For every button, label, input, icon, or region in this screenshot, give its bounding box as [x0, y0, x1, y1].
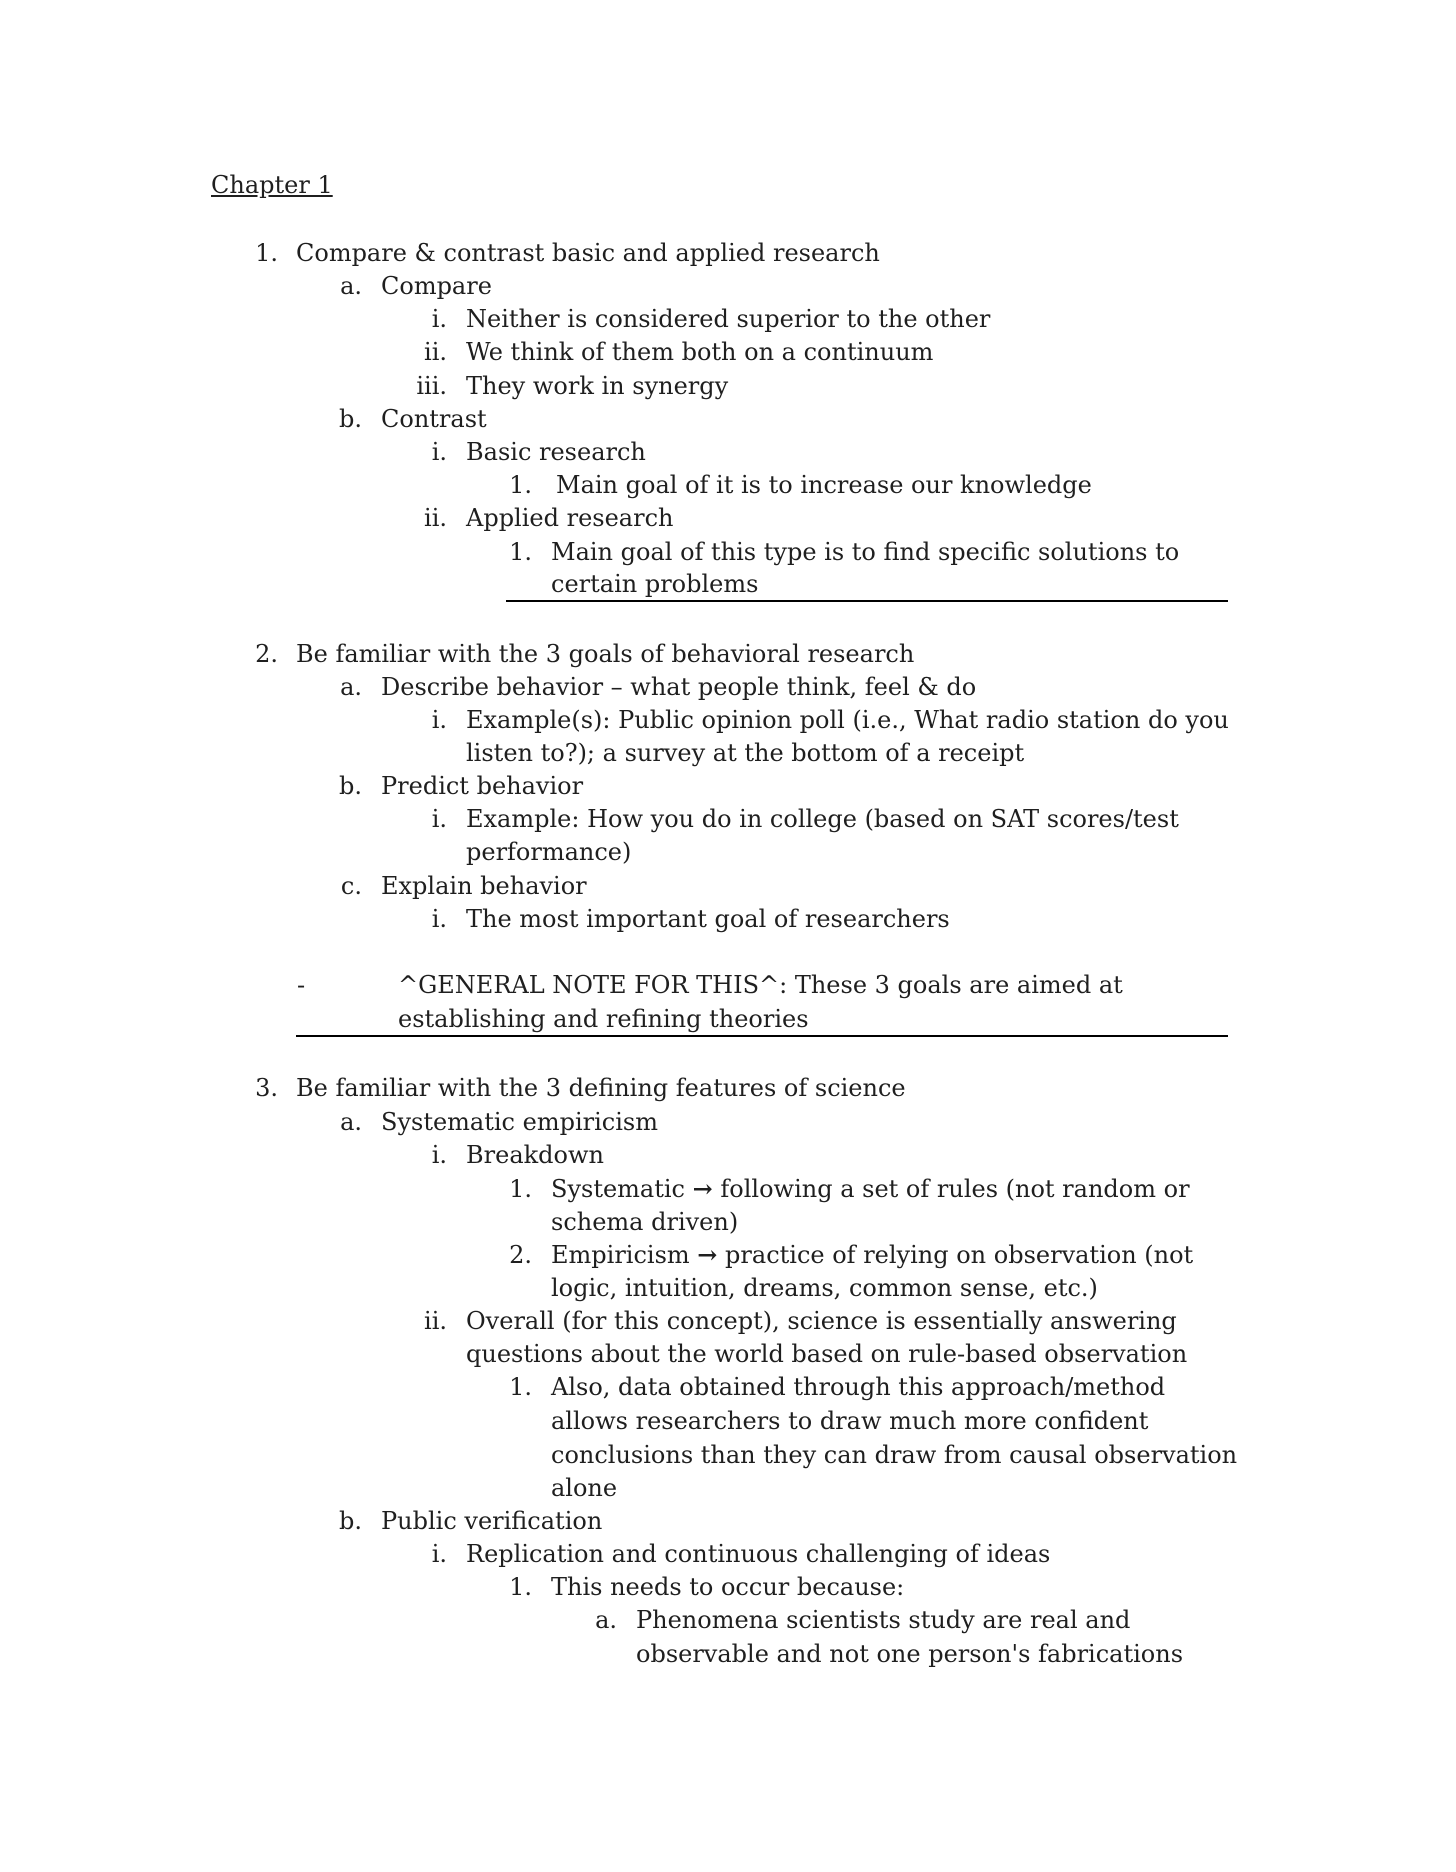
- outline-item: Describe behavior – what people think, feel & do: [381, 673, 977, 701]
- outline-item: They work in synergy: [466, 372, 729, 400]
- term-systematic: Systematic: [551, 1175, 685, 1203]
- outline-item-continuation: schema driven): [551, 1208, 739, 1236]
- item-marker: i.: [431, 1540, 447, 1568]
- outline-item-continuation: certain problems: [551, 570, 759, 598]
- item-marker: 1.: [509, 1373, 532, 1401]
- outline-item: Basic research: [466, 438, 646, 466]
- outline-item: Main goal of it is to increase our knowledge: [556, 471, 1092, 499]
- outline-item-continuation: alone: [551, 1474, 618, 1502]
- item-marker: ii.: [424, 1307, 447, 1335]
- outline-item: This needs to occur because:: [551, 1573, 905, 1601]
- general-note-continuation: establishing and refining theories: [398, 1005, 809, 1033]
- outline-item: Predict behavior: [381, 772, 584, 800]
- outline-item: Contrast: [381, 405, 487, 433]
- outline-item: Applied research: [466, 504, 674, 532]
- item-number: 1.: [255, 239, 278, 267]
- outline-item-continuation: questions about the world based on rule-based observation: [466, 1340, 1188, 1368]
- outline-item: Neither is considered superior to the other: [466, 305, 991, 333]
- item-marker: i.: [431, 905, 447, 933]
- note-dash: -: [297, 971, 306, 999]
- item-marker: 1.: [509, 538, 532, 566]
- section-divider: [296, 1035, 1228, 1037]
- outline-item: Compare: [381, 272, 492, 300]
- outline-item-continuation: conclusions than they can draw from causal observation: [551, 1441, 1238, 1469]
- item-marker: b.: [339, 405, 362, 433]
- item-marker: a.: [595, 1606, 617, 1634]
- outline-item: Systematic empiricism: [381, 1108, 658, 1136]
- item-number: 2.: [255, 640, 278, 668]
- term-empiricism: Empiricism: [551, 1241, 690, 1269]
- item-marker: b.: [339, 772, 362, 800]
- outline-item: Phenomena scientists study are real and: [636, 1606, 1131, 1634]
- outline-item: Overall (for this concept), science is essentially answering: [466, 1307, 1177, 1335]
- item-marker: i.: [431, 438, 447, 466]
- item-marker: ii.: [424, 504, 447, 532]
- item-marker: 1.: [509, 471, 532, 499]
- outline-item-continuation: allows researchers to draw much more confident: [551, 1407, 1149, 1435]
- outline-item-continuation: observable and not one person's fabrications: [636, 1640, 1184, 1668]
- item-marker: ii.: [424, 338, 447, 366]
- item-marker: c.: [340, 872, 362, 900]
- arrow-right-icon: →: [692, 1174, 713, 1203]
- item-number: 3.: [255, 1074, 278, 1102]
- outline-item: Public verification: [381, 1507, 603, 1535]
- outline-item: Also, data obtained through this approach/method: [551, 1373, 1166, 1401]
- section-heading: Be familiar with the 3 goals of behavioral research: [296, 640, 915, 668]
- page-title: Chapter 1: [211, 171, 333, 199]
- outline-item: Replication and continuous challenging of ideas: [466, 1540, 1051, 1568]
- outline-item: The most important goal of researchers: [466, 905, 950, 933]
- item-marker: b.: [339, 1507, 362, 1535]
- outline-item: Example(s): Public opinion poll (i.e., What radio station do you: [466, 706, 1229, 734]
- outline-item: We think of them both on a continuum: [466, 338, 934, 366]
- outline-item: Example: How you do in college (based on SAT scores/test: [466, 805, 1179, 833]
- general-note: ^GENERAL NOTE FOR THIS^: These 3 goals are aimed at: [398, 971, 1123, 999]
- outline-item-continuation: logic, intuition, dreams, common sense, etc.): [551, 1274, 1098, 1302]
- section-heading: Be familiar with the 3 defining features of science: [296, 1074, 906, 1102]
- outline-item-continuation: performance): [466, 838, 632, 866]
- outline-item-continuation: listen to?); a survey at the bottom of a receipt: [466, 739, 1025, 767]
- section-divider: [506, 600, 1228, 602]
- outline-item: Explain behavior: [381, 872, 587, 900]
- definition-text: practice of relying on observation (not: [725, 1241, 1194, 1269]
- item-marker: i.: [431, 305, 447, 333]
- arrow-right-icon: →: [697, 1240, 718, 1269]
- item-marker: i.: [431, 706, 447, 734]
- section-heading: Compare & contrast basic and applied research: [296, 239, 880, 267]
- item-marker: 2.: [509, 1241, 532, 1269]
- item-marker: i.: [431, 1141, 447, 1169]
- outline-item: Breakdown: [466, 1141, 604, 1169]
- item-marker: 1.: [509, 1573, 532, 1601]
- item-marker: iii.: [416, 372, 447, 400]
- item-marker: a.: [340, 1108, 362, 1136]
- outline-item: Main goal of this type is to find specific solutions to: [551, 538, 1180, 566]
- definition-text: following a set of rules (not random or: [720, 1175, 1190, 1203]
- outline-item: [551, 1240, 1193, 1270]
- item-marker: i.: [431, 805, 447, 833]
- item-marker: a.: [340, 673, 362, 701]
- item-marker: a.: [340, 272, 362, 300]
- outline-item: [551, 1174, 1190, 1204]
- item-marker: 1.: [509, 1175, 532, 1203]
